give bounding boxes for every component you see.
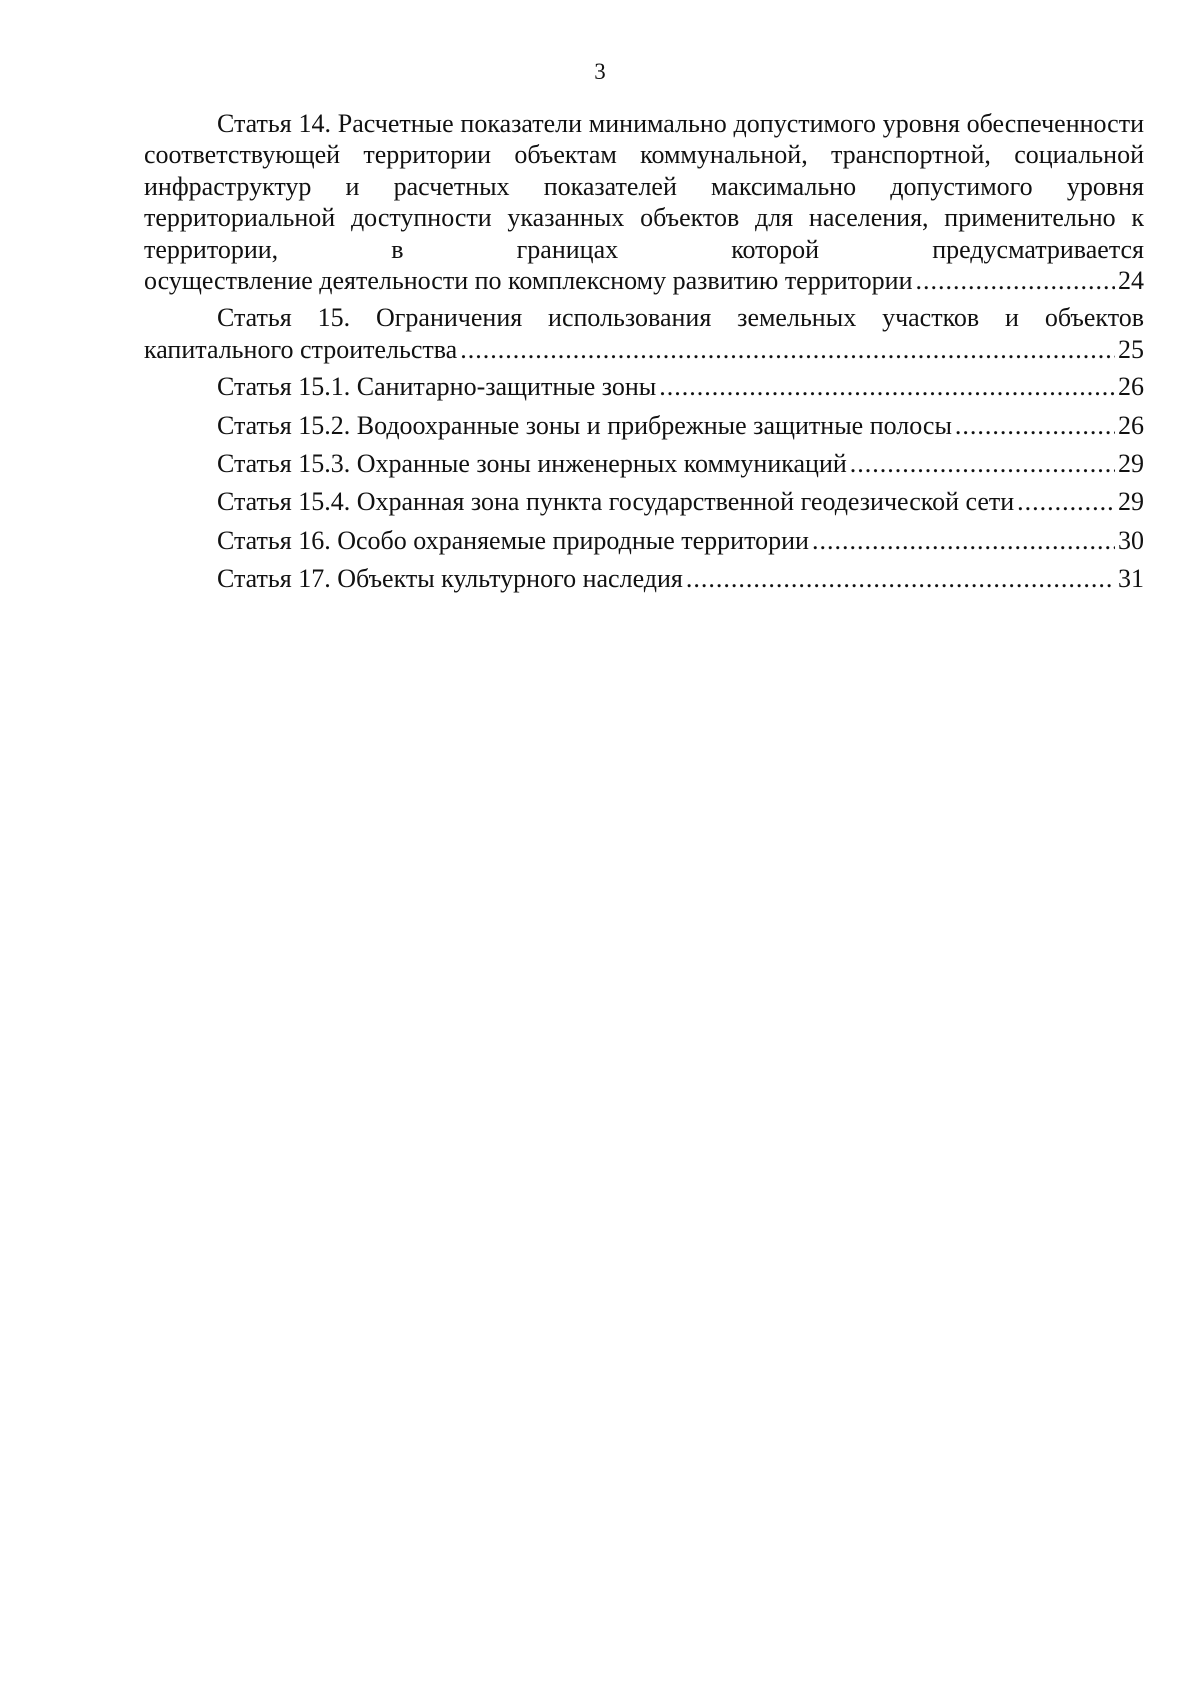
dot-leader: [659, 371, 1115, 402]
dot-leader: [916, 265, 1116, 296]
toc-entry-article-15-2[interactable]: [144, 410, 1144, 441]
dot-leader: [850, 448, 1115, 479]
toc-page-number: 31: [1118, 564, 1144, 594]
toc-page-number: 26: [1118, 372, 1144, 402]
toc-entry-article-17[interactable]: [144, 563, 1144, 594]
toc-entry-article-15-3[interactable]: [144, 448, 1144, 479]
toc-entry-article-15[interactable]: [144, 302, 1144, 365]
toc-page-number: 24: [1118, 266, 1144, 296]
toc-entry-text: Статья 14. Расчетные показатели минимально допустимого уровня обеспеченности соответствующей территории объектам коммунальной, транспортной, социальной инфраструктур и расчетных показателей максимально допустимого уровня территориальной доступности указанных объектов для населения, применительно к территории, в границах которой предусматривается: [144, 109, 1144, 264]
table-of-contents: [144, 108, 1144, 602]
toc-page-number: 25: [1118, 334, 1144, 364]
toc-entry-line: [144, 371, 1144, 402]
toc-entry-title: Статья 15.2. Водоохранные зоны и прибрежные защитные полосы: [217, 410, 952, 440]
toc-entry-last-line: [144, 334, 1144, 365]
dot-leader: [955, 410, 1115, 441]
dot-leader: [460, 334, 1115, 365]
toc-page-number: 26: [1118, 410, 1144, 440]
toc-entry-line: [144, 448, 1144, 479]
toc-entry-title: Статья 15.1. Санитарно-защитные зоны: [217, 372, 657, 402]
toc-entry-article-14[interactable]: [144, 108, 1144, 296]
toc-entry-title: Статья 15.4. Охранная зона пункта государственной геодезической сети: [217, 487, 1015, 517]
toc-entry-line: [144, 410, 1144, 441]
toc-entry-line: [144, 525, 1144, 556]
toc-entry-title: Статья 17. Объекты культурного наследия: [217, 564, 683, 594]
dot-leader: [686, 563, 1115, 594]
toc-entry-line: [144, 563, 1144, 594]
toc-entry-title-end: капитального строительства: [144, 334, 458, 364]
toc-page-number: 30: [1118, 525, 1144, 555]
toc-entry-title: Статья 16. Особо охраняемые природные территории: [217, 525, 809, 555]
toc-entry-article-15-1[interactable]: [144, 371, 1144, 402]
toc-entry-text: Статья 15. Ограничения использования земельных участков и объектов: [217, 303, 1144, 333]
toc-entry-title: Статья 15.3. Охранные зоны инженерных коммуникаций: [217, 449, 847, 479]
toc-page-number: 29: [1118, 487, 1144, 517]
toc-page-number: 29: [1118, 449, 1144, 479]
toc-entry-title-end: осуществление деятельности по комплексному развитию территории: [144, 266, 913, 296]
toc-entry-article-16[interactable]: [144, 525, 1144, 556]
dot-leader: [1017, 486, 1115, 517]
toc-entry-line: [144, 486, 1144, 517]
dot-leader: [812, 525, 1115, 556]
toc-entry-last-line: [144, 265, 1144, 296]
page-number: 3: [594, 59, 606, 84]
toc-entry-article-15-4[interactable]: [144, 486, 1144, 517]
